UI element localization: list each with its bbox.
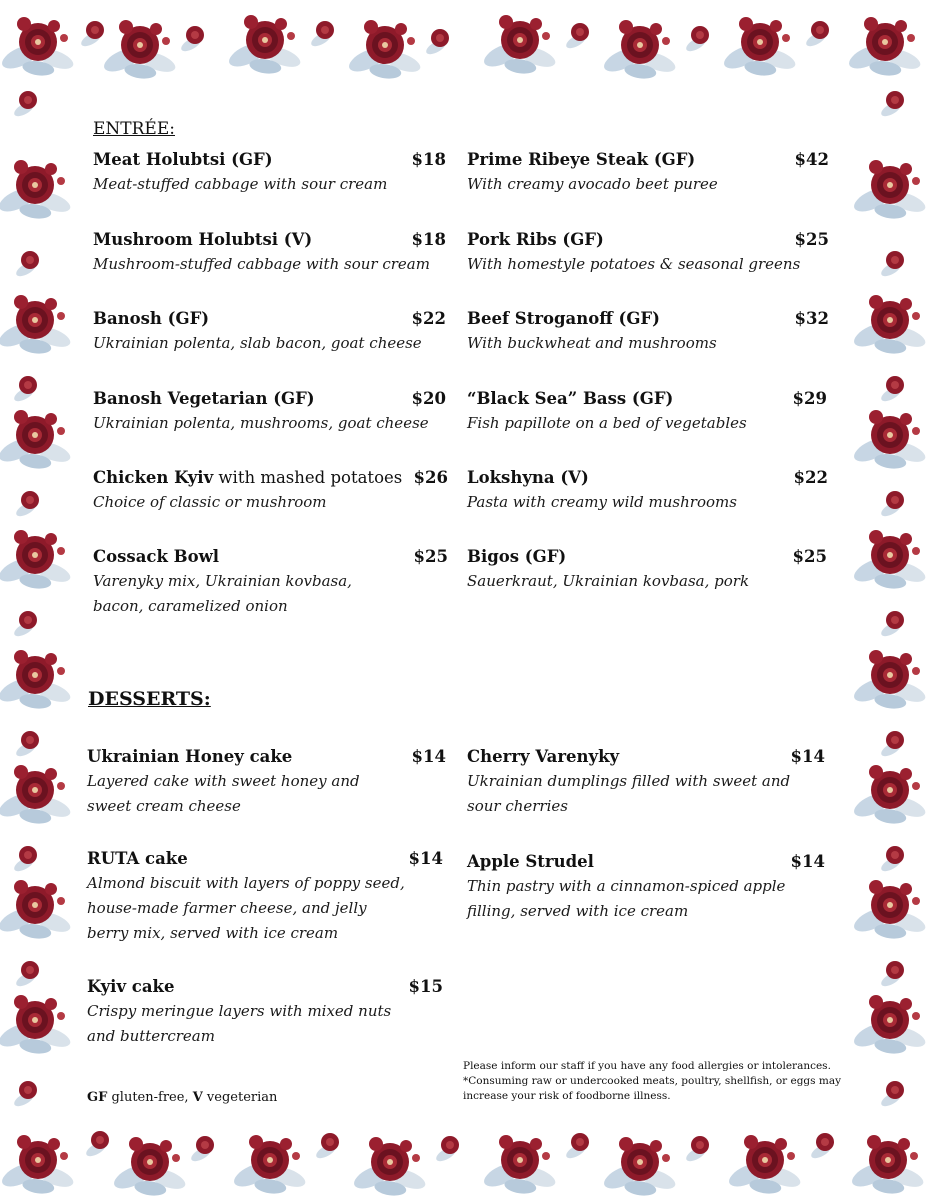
item-name: Banosh (GF) <box>93 309 210 328</box>
item-description: Sauerkraut, Ukrainian kovbasa, pork <box>467 572 750 590</box>
item-description: Mushroom-stuffed cabbage with sour cream <box>93 255 430 273</box>
item-name: Beef Stroganoff (GF) <box>467 309 660 328</box>
item-name: Cossack Bowl <box>93 547 220 566</box>
item-name: Chicken Kyiv <box>93 468 214 487</box>
menu-item <box>93 150 446 197</box>
item-name: Cherry Varenyky <box>467 747 620 766</box>
legend-gf-text: gluten-free, <box>107 1090 193 1105</box>
item-price: $15 <box>408 977 443 996</box>
item-price: $42 <box>794 150 829 169</box>
item-price: $14 <box>408 849 443 868</box>
item-name: Pork Ribs (GF) <box>467 230 604 249</box>
menu-item <box>87 849 443 946</box>
item-price: $25 <box>794 230 829 249</box>
menu-item <box>467 150 829 197</box>
entree-heading: ENTRÉE: <box>93 119 175 139</box>
menu-item <box>467 547 827 594</box>
item-name: Mushroom Holubtsi (V) <box>93 230 313 249</box>
item-price: $14 <box>411 747 446 766</box>
item-description: With creamy avocado beet puree <box>467 175 718 193</box>
item-description: Crispy meringue layers with mixed nuts and buttercream <box>87 1002 392 1045</box>
item-description: Thin pastry with a cinnamon-spiced apple filling, served with ice cream <box>467 877 786 920</box>
item-description: With homestyle potatoes & seasonal greens <box>467 255 801 273</box>
menu-item <box>467 747 825 819</box>
legend-v-abbr: V <box>192 1090 203 1105</box>
allergy-notice <box>463 1059 843 1104</box>
item-name: “Black Sea” Bass (GF) <box>467 389 674 408</box>
item-price: $18 <box>411 230 446 249</box>
item-price: $26 <box>413 468 448 487</box>
item-description: With buckwheat and mushrooms <box>467 334 717 352</box>
allergy-notice-line: Please inform our staff if you have any food allergies or intolerances. <box>463 1060 831 1072</box>
item-price: $22 <box>411 309 446 328</box>
item-name: Ukrainian Honey cake <box>87 747 293 766</box>
menu-item <box>87 747 446 819</box>
item-name: Bigos (GF) <box>467 547 567 566</box>
menu-item <box>93 468 448 515</box>
item-description: Meat-stuffed cabbage with sour cream <box>93 175 388 193</box>
menu-item <box>467 852 825 924</box>
item-description: Almond biscuit with layers of poppy seed, house-made farmer cheese, and jelly berry mix, served with ice cream <box>87 874 405 942</box>
menu-item <box>467 468 828 515</box>
item-price: $29 <box>792 389 827 408</box>
item-description: Fish papillote on a bed of vegetables <box>467 414 747 432</box>
menu-item <box>87 977 443 1049</box>
item-name-extra: with mashed potatoes <box>213 468 403 487</box>
item-price: $22 <box>793 468 828 487</box>
item-price: $25 <box>413 547 448 566</box>
desserts-heading: DESSERTS: <box>88 688 211 710</box>
menu-item <box>93 547 448 619</box>
item-name: Kyiv cake <box>87 977 175 996</box>
item-name: Lokshyna (V) <box>467 468 589 487</box>
item-description: Ukrainian dumplings filled with sweet and sour cherries <box>467 772 791 815</box>
item-name: Prime Ribeye Steak (GF) <box>467 150 696 169</box>
item-name: Apple Strudel <box>467 852 594 871</box>
item-description: Pasta with creamy wild mushrooms <box>467 493 737 511</box>
menu-item <box>93 309 446 356</box>
menu-item <box>93 230 446 277</box>
menu-item <box>467 309 829 356</box>
item-price: $14 <box>790 747 825 766</box>
item-description: Layered cake with sweet honey and sweet cream cheese <box>87 772 360 815</box>
menu-item <box>93 389 446 436</box>
item-price: $20 <box>411 389 446 408</box>
item-price: $32 <box>794 309 829 328</box>
legend-v-text: vegeterian <box>202 1090 278 1105</box>
item-description: Varenyky mix, Ukrainian kovbasa, bacon, caramelized onion <box>93 572 352 615</box>
item-description: Choice of classic or mushroom <box>93 493 327 511</box>
item-price: $14 <box>790 852 825 871</box>
item-description: Ukrainian polenta, slab bacon, goat cheese <box>93 334 422 352</box>
item-price: $18 <box>411 150 446 169</box>
menu-item <box>467 389 827 436</box>
menu-item <box>467 230 829 277</box>
diet-legend <box>87 1090 277 1105</box>
legend-gf-abbr: GF <box>87 1090 108 1105</box>
item-name: RUTA cake <box>87 849 188 868</box>
item-description: Ukrainian polenta, mushrooms, goat cheese <box>93 414 429 432</box>
item-name: Meat Holubtsi (GF) <box>93 150 273 169</box>
item-price: $25 <box>792 547 827 566</box>
item-name: Banosh Vegetarian (GF) <box>93 389 315 408</box>
foodborne-warning: *Consuming raw or undercooked meats, poultry, shellfish, or eggs may increase your risk of foodborne illness. <box>463 1075 842 1102</box>
